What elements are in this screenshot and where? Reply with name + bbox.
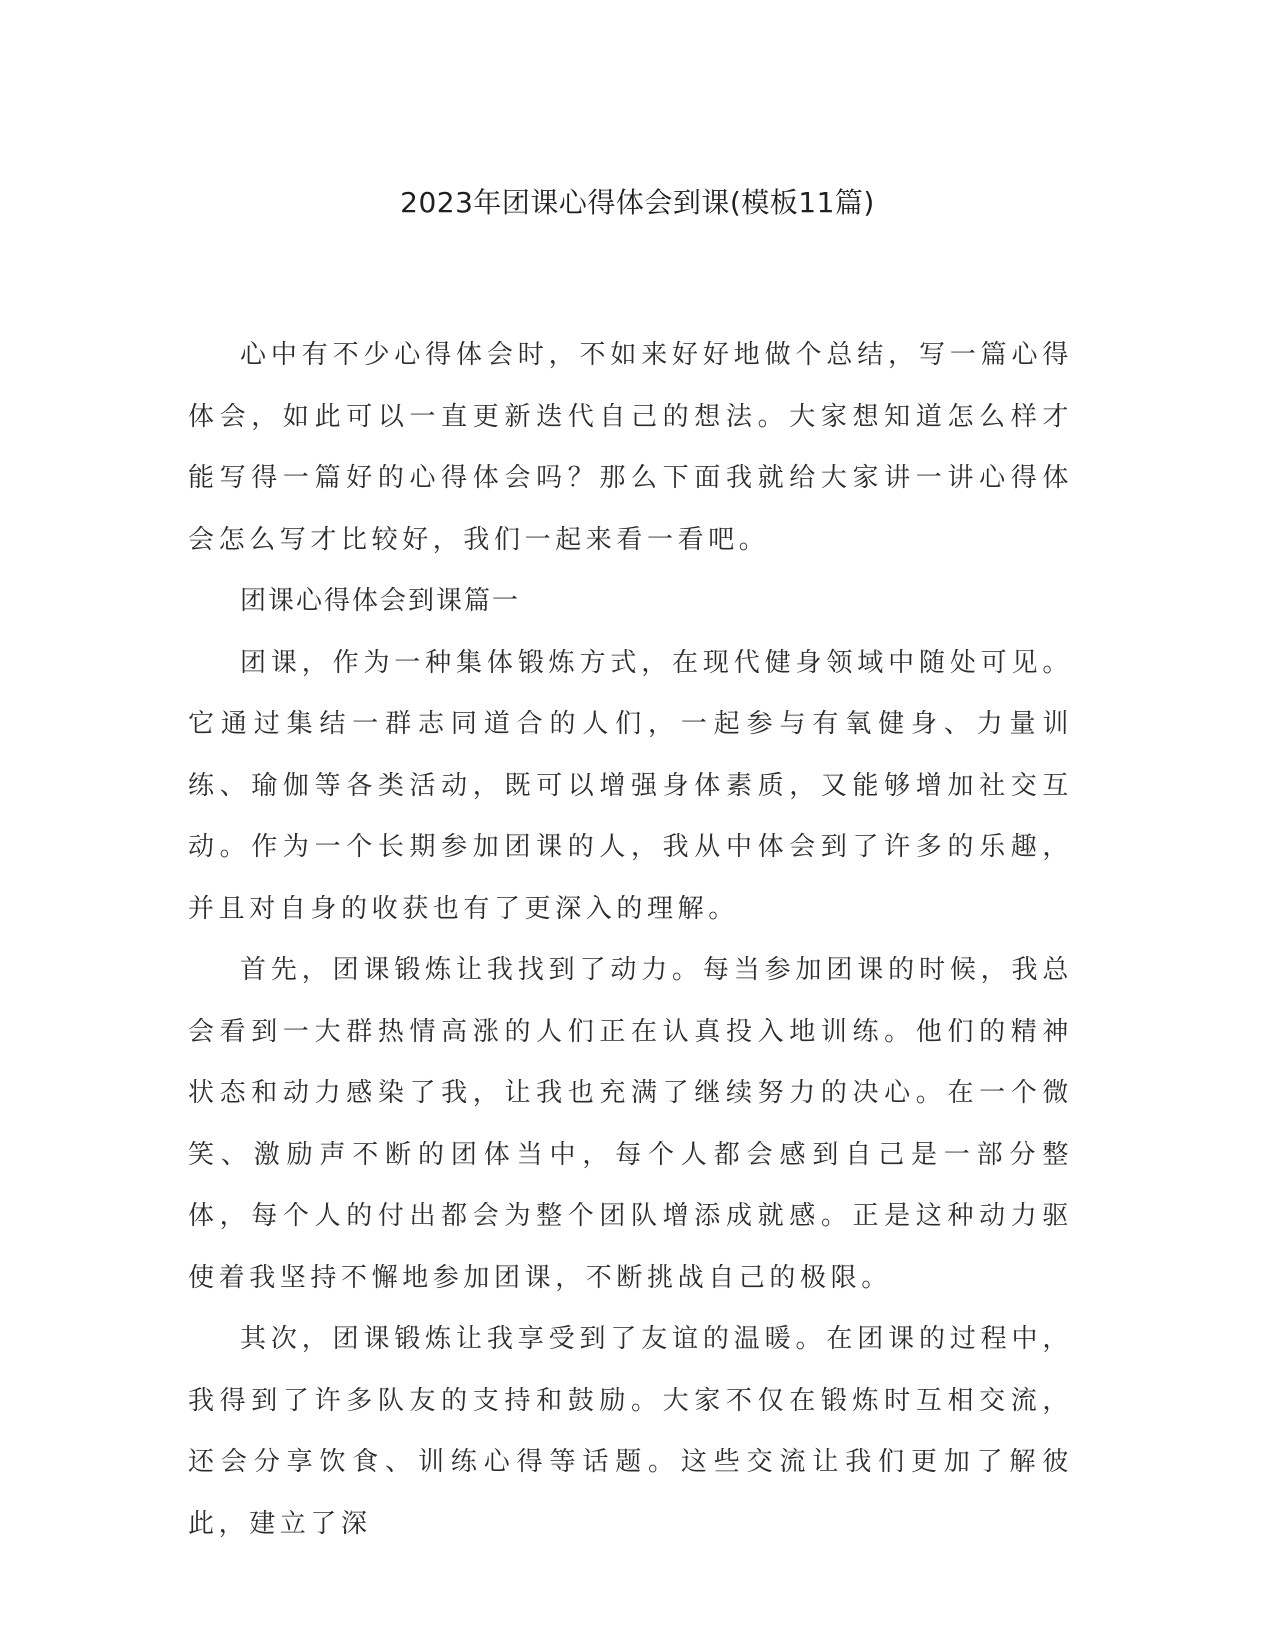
body-paragraph: 首先，团课锻炼让我找到了动力。每当参加团课的时候，我总会看到一大群热情高涨的人们正在认真投入地训练。他们的精神状态和动力感染了我，让我也充满了继续努力的决心。在一个微笑、激励声不断的团体当中，每个人都会感到自己是一部分整体，每个人的付出都会为整个团队增添成就感。正是这种动力驱使着我坚持不懈地参加团课，不断挑战自己的极限。 [188,955,1073,1293]
document-body [188,325,1073,1555]
body-paragraph: 团课，作为一种集体锻炼方式，在现代健身领域中随处可见。它通过集结一群志同道合的人们，一起参与有氧健身、力量训练、瑜伽等各类活动，既可以增强身体素质，又能够增加社交互动。作为一个长期参加团课的人，我从中体会到了许多的乐趣，并且对自身的收获也有了更深入的理解。 [188,647,1073,924]
intro-paragraph: 心中有不少心得体会时，不如来好好地做个总结，写一篇心得体会，如此可以一直更新迭代自己的想法。大家想知道怎么样才能写得一篇好的心得体会吗？那么下面我就给大家讲一讲心得体会怎么写才比较好，我们一起来看一看吧。 [188,340,1073,555]
section-heading: 团课心得体会到课篇一 [240,586,521,616]
body-paragraph: 其次，团课锻炼让我享受到了友谊的温暖。在团课的过程中，我得到了许多队友的支持和鼓励。大家不仅在锻炼时互相交流，还会分享饮食、训练心得等话题。这些交流让我们更加了解彼此，建立了深 [188,1324,1073,1539]
document-title: 2023年团课心得体会到课(模板11篇) [400,186,875,219]
